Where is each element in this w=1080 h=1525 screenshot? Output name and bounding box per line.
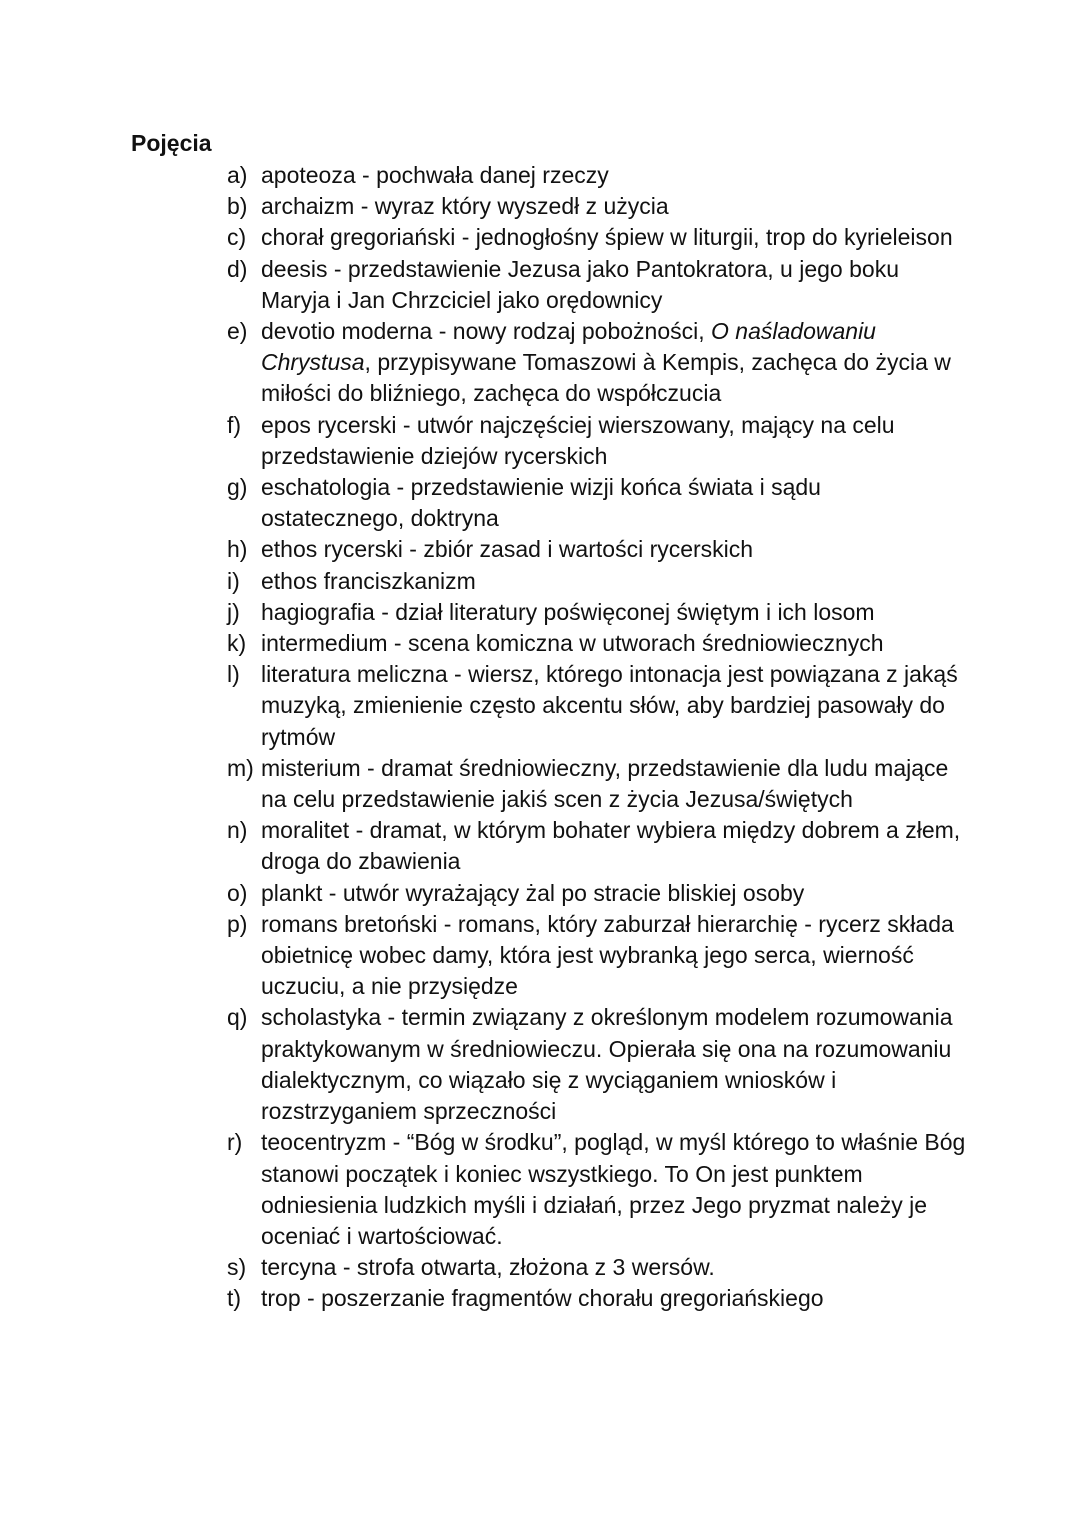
list-item-m	[227, 753, 967, 815]
list-item-t	[227, 1283, 967, 1314]
list-item-f	[227, 410, 967, 472]
list-marker: c)	[227, 224, 247, 251]
list-item-d	[227, 254, 967, 316]
list-marker: n)	[227, 817, 248, 844]
list-marker: l)	[227, 661, 240, 688]
list-item-c	[227, 222, 967, 253]
list-item-i	[227, 566, 967, 597]
list-marker: s)	[227, 1254, 247, 1281]
list-item-k	[227, 628, 967, 659]
definition-text: misterium - dramat średniowieczny, przedstawienie dla ludu mające na celu przedstawienie jakiś scen z życia Jezusa/świętych	[261, 754, 949, 813]
list-marker: t)	[227, 1285, 242, 1312]
list-item-j	[227, 597, 967, 628]
list-item-g	[227, 472, 967, 534]
list-marker: o)	[227, 879, 248, 906]
definition-text-start: devotio moderna - nowy rodzaj pobożności,	[261, 318, 712, 345]
definition-text: eschatologia - przedstawienie wizji końca świata i sądu ostatecznego, doktryna	[261, 474, 821, 532]
definitions-list	[227, 160, 967, 1315]
list-item-a	[227, 160, 967, 191]
list-marker: e)	[227, 318, 248, 345]
list-item-r	[227, 1127, 967, 1252]
list-item-n	[227, 815, 967, 877]
list-marker: g)	[227, 474, 248, 501]
list-marker: j)	[227, 598, 240, 625]
definition-text: intermedium - scena komiczna w utworach średniowiecznych	[261, 630, 884, 657]
book-title: O naśladowaniu Chrystusa	[261, 318, 876, 376]
list-item-o	[227, 878, 967, 909]
definition-text: archaizm - wyraz który wyszedł z użycia	[261, 193, 669, 220]
list-marker: d)	[227, 255, 248, 282]
definition-text: tercyna - strofa otwarta, złożona z 3 wersów.	[261, 1254, 715, 1281]
definition-text: moralitet - dramat, w którym bohater wybiera między dobrem a złem, droga do zbawienia	[261, 817, 961, 875]
definition-text: plankt - utwór wyrażający żal po stracie bliskiej osoby	[261, 879, 805, 906]
definition-text: chorał gregoriański - jednogłośny śpiew w liturgii, trop do kyrieleison	[261, 224, 953, 251]
definition-text: ethos franciszkanizm	[261, 567, 476, 594]
definition-text: hagiografia - dział literatury poświęconej świętym i ich losom	[261, 598, 875, 625]
page-title: Pojęcia	[131, 130, 212, 156]
list-item-h	[227, 534, 967, 565]
definition-text: ethos rycerski - zbiór zasad i wartości rycerskich	[261, 536, 754, 563]
list-item-s	[227, 1252, 967, 1283]
list-item-p	[227, 909, 967, 1003]
definition-text: romans bretoński - romans, który zaburzał hierarchię - rycerz składa obietnicę wobec damy, która jest wybranką jego serca, wierność uczuciu, a nie przysiędze	[261, 910, 954, 1000]
list-marker: b)	[227, 193, 248, 220]
list-marker: p)	[227, 910, 248, 937]
definition-text: literatura meliczna - wiersz, którego intonacja jest powiązana z jakąś muzyką, zmienienie często akcentu słów, aby bardziej pasowały do rytmów	[261, 661, 958, 750]
definition-text-end: , przypisywane Tomaszowi à Kempis, zachęca do życia w miłości do bliźniego, zachęca do współczucia	[261, 349, 951, 407]
list-item-e	[227, 316, 967, 410]
list-marker: a)	[227, 162, 248, 188]
list-marker: h)	[227, 536, 248, 563]
list-marker: r)	[227, 1129, 243, 1156]
list-marker: f)	[227, 411, 242, 438]
definition-text	[261, 316, 967, 410]
definition-text: apoteoza - pochwała danej rzeczy	[261, 162, 609, 188]
list-marker: m)	[227, 754, 254, 781]
definition-text: trop - poszerzanie fragmentów chorału gregoriańskiego	[261, 1285, 824, 1312]
list-marker: k)	[227, 630, 247, 657]
list-marker: q)	[227, 1004, 248, 1031]
definition-text: epos rycerski - utwór najczęściej wierszowany, mający na celu przedstawienie dziejów rycerskich	[261, 411, 895, 469]
list-marker: i)	[227, 567, 240, 594]
list-item-q	[227, 1002, 967, 1127]
list-item-l	[227, 659, 967, 753]
definition-text: scholastyka - termin związany z określonym modelem rozumowania praktykowanym w średniowieczu. Opierała się ona na rozumowaniu dialektycznym, co wiązało się z wyciąganiem wniosków i rozstrzyganiem sprzeczności	[261, 1004, 953, 1125]
list-item-b	[227, 191, 967, 222]
definition-text: teocentryzm - “Bóg w środku”, pogląd, w myśl którego to właśnie Bóg stanowi początek i koniec wszystkiego. To On jest punktem odniesienia ludzkich myśli i działań, przez Jego pryzmat należy je oceniać i wartościować.	[261, 1129, 966, 1249]
definition-text: deesis - przedstawienie Jezusa jako Pantokratora, u jego boku Maryja i Jan Chrzciciel jako orędownicy	[261, 255, 899, 313]
